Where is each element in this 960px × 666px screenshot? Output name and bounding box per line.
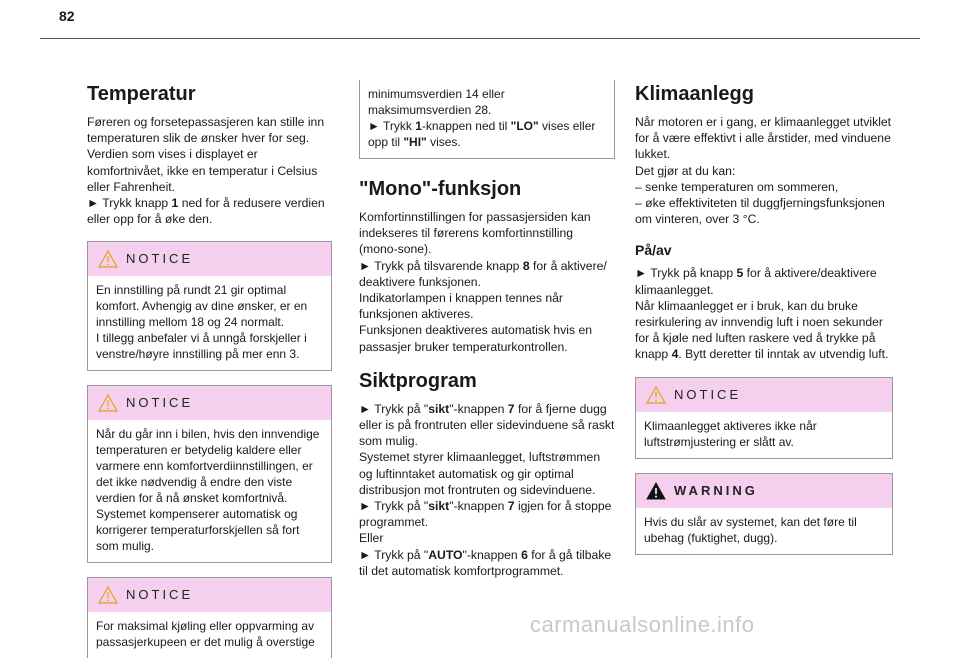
step-text: "-knappen <box>449 401 508 416</box>
column-2 <box>359 80 615 579</box>
paragraph-text: Når klimaanlegget er i bruk, kan du bruke resirkulering av innvendig luft i noen sekunder for å kjøle ned luften raskere ved å trykke på knapp <box>635 298 883 362</box>
warning-header <box>636 474 892 508</box>
step-text: ► Trykk på " <box>359 401 429 416</box>
step-text: igjen for å stoppe programmet. <box>359 499 612 530</box>
value-hi: "HI" <box>403 135 427 149</box>
paragraph: Når motoren er i gang, er klimaanlegget utviklet for å være effektivt i alle årstider, med vinduene lukket. <box>635 115 892 162</box>
button-number: 5 <box>736 266 744 281</box>
step-text: vises. <box>426 135 461 149</box>
notice-text: For maksimal kjøling eller oppvarming av passasjerkupeen er det mulig å overstige <box>96 619 315 650</box>
paragraph: Indikatorlampen i knappen tennes når funksjonen aktiveres. <box>359 291 563 322</box>
paragraph: Føreren og forsetepassasjeren kan stille inn temperaturen slik de ønsker hver for seg. <box>87 115 325 146</box>
notice-title: NOTICE <box>126 251 194 267</box>
button-number: 1 <box>415 119 422 133</box>
section-title-mono: "Mono"-funksjon <box>359 178 522 200</box>
step <box>635 265 893 297</box>
paragraph-text: . Bytt deretter til inntak av utvendig luft. <box>678 347 889 362</box>
notice-body <box>360 80 614 158</box>
warning-body <box>636 508 892 554</box>
notice-text: minimumsverdien 14 eller maksimumsverdien 28. <box>368 87 505 117</box>
notice-text: Når du går inn i bilen, hvis den innvendige temperaturen er betydelig kaldere eller varmere enn komfortverdiinnstillingen, er det ikke nødvendig å endre den viste verdien for å nå ønsket komfortnivå. Systemet kompenserer automatisk og korrigerer temperaturforskjellen så fort som mulig. <box>96 427 320 554</box>
paragraph: Komfortinnstillingen for passasjersiden kan indekseres til førerens komfortinnstilling (mono-sone). <box>359 210 591 257</box>
button-number: 8 <box>522 258 530 273</box>
button-number: 7 <box>507 499 515 514</box>
step-text: -knappen ned til <box>421 119 511 133</box>
step-text: ► Trykk på " <box>359 499 429 514</box>
step-text: for å aktivere/deaktivere klimaanlegget. <box>635 266 877 297</box>
notice-header <box>88 578 331 612</box>
step-text: ► Trykk på tilsvarende knapp <box>359 258 523 273</box>
footer-watermark: carmanualsonline.info <box>530 612 755 637</box>
notice-triangle-icon <box>98 394 118 412</box>
list-item: – senke temperaturen om sommeren, <box>635 179 839 194</box>
paragraph: Verdien som vises i displayet er komfortnivået, ikke en temperatur i Celsius eller Fahrenheit. <box>87 147 318 194</box>
page-number: 82 <box>59 8 75 24</box>
warning-triangle-icon <box>646 482 666 500</box>
paragraph: Det gjør at du kan: <box>635 163 736 178</box>
subsection-title-paav: På/av <box>635 242 672 259</box>
step <box>359 258 615 290</box>
notice-body <box>88 420 331 562</box>
step <box>359 401 615 450</box>
notice-triangle-icon <box>646 386 666 404</box>
button-label: sikt <box>428 499 450 514</box>
notice-text: I tillegg anbefaler vi å unngå forskjeller i venstre/høyre innstilling på mer enn 3. <box>96 331 307 362</box>
notice-triangle-icon <box>98 586 118 604</box>
notice-text: En innstilling på rundt 21 gir optimal komfort. Avhengig av dine ønsker, er en innstilling mellom 18 og 24 normalt. <box>96 283 308 330</box>
step-text: ► Trykk <box>368 119 416 133</box>
notice-text: Klimaanlegget aktiveres ikke når luftstrømjustering er slått av. <box>644 418 817 449</box>
notice-header <box>88 386 331 420</box>
notice-body <box>88 276 331 370</box>
step-text: for å aktivere/ deaktivere funksjonen. <box>359 258 607 289</box>
step-text: ► Trykk på " <box>359 547 429 562</box>
step-text: ned for å redusere verdien eller opp for å øke den. <box>87 196 325 227</box>
notice-box <box>87 577 332 658</box>
warning-title: WARNING <box>674 482 758 498</box>
value-lo: "LO" <box>510 119 539 133</box>
step-text: ► Trykk knapp <box>87 196 172 211</box>
paragraph: Eller <box>359 531 384 546</box>
notice-header <box>88 242 331 276</box>
paragraph <box>635 298 893 363</box>
button-number: 4 <box>671 347 679 362</box>
step <box>359 498 615 530</box>
notice-title: NOTICE <box>674 386 742 402</box>
button-label: AUTO <box>428 547 463 562</box>
paragraph: Systemet styrer klimaanlegget, luftstrømmen og luftinntaket automatisk og gir optimal distribusjon mot frontruten og sidevinduene. <box>359 450 601 497</box>
column-1 <box>87 68 332 666</box>
section-title-klimaanlegg: Klimaanlegg <box>635 83 754 105</box>
notice-triangle-icon <box>98 250 118 268</box>
step <box>87 195 332 227</box>
step-text: ► Trykk på knapp <box>635 266 737 281</box>
step-text: "-knappen <box>462 547 522 562</box>
step-text: "-knappen <box>449 499 508 514</box>
button-number: 7 <box>507 401 515 416</box>
paragraph: Funksjonen deaktiveres automatisk hvis en passasjer bruker temperaturkontrollen. <box>359 323 593 354</box>
list-item: – øke effektiviteten til duggfjerningsfunksjonen om vinteren, over 3 °C. <box>635 196 885 227</box>
warning-text: Hvis du slår av systemet, kan det føre til ubehag (fuktighet, dugg). <box>644 514 857 545</box>
button-label: sikt <box>428 401 450 416</box>
notice-title: NOTICE <box>126 395 194 411</box>
button-number: 6 <box>521 547 528 562</box>
notice-step <box>368 118 606 150</box>
notice-body <box>636 412 892 458</box>
notice-title: NOTICE <box>126 587 194 603</box>
section-title-siktprogram: Siktprogram <box>359 369 477 392</box>
top-rule <box>40 38 920 39</box>
notice-box <box>87 241 332 371</box>
warning-box <box>635 473 893 555</box>
step-text: for å fjerne dugg eller is på frontruten eller sidevinduene så raskt som mulig. <box>359 401 615 449</box>
column-3 <box>635 68 893 563</box>
button-number: 1 <box>171 196 179 211</box>
section-title-temperatur: Temperatur <box>87 83 196 105</box>
step <box>359 547 615 579</box>
step-text: vises eller opp til <box>368 119 596 149</box>
step-text: for å gå tilbake til det automatisk komfortprogrammet. <box>359 547 612 578</box>
notice-box <box>635 377 893 459</box>
notice-box <box>87 385 332 563</box>
notice-body <box>88 612 331 658</box>
notice-box-continued <box>359 80 615 159</box>
notice-header <box>636 378 892 412</box>
